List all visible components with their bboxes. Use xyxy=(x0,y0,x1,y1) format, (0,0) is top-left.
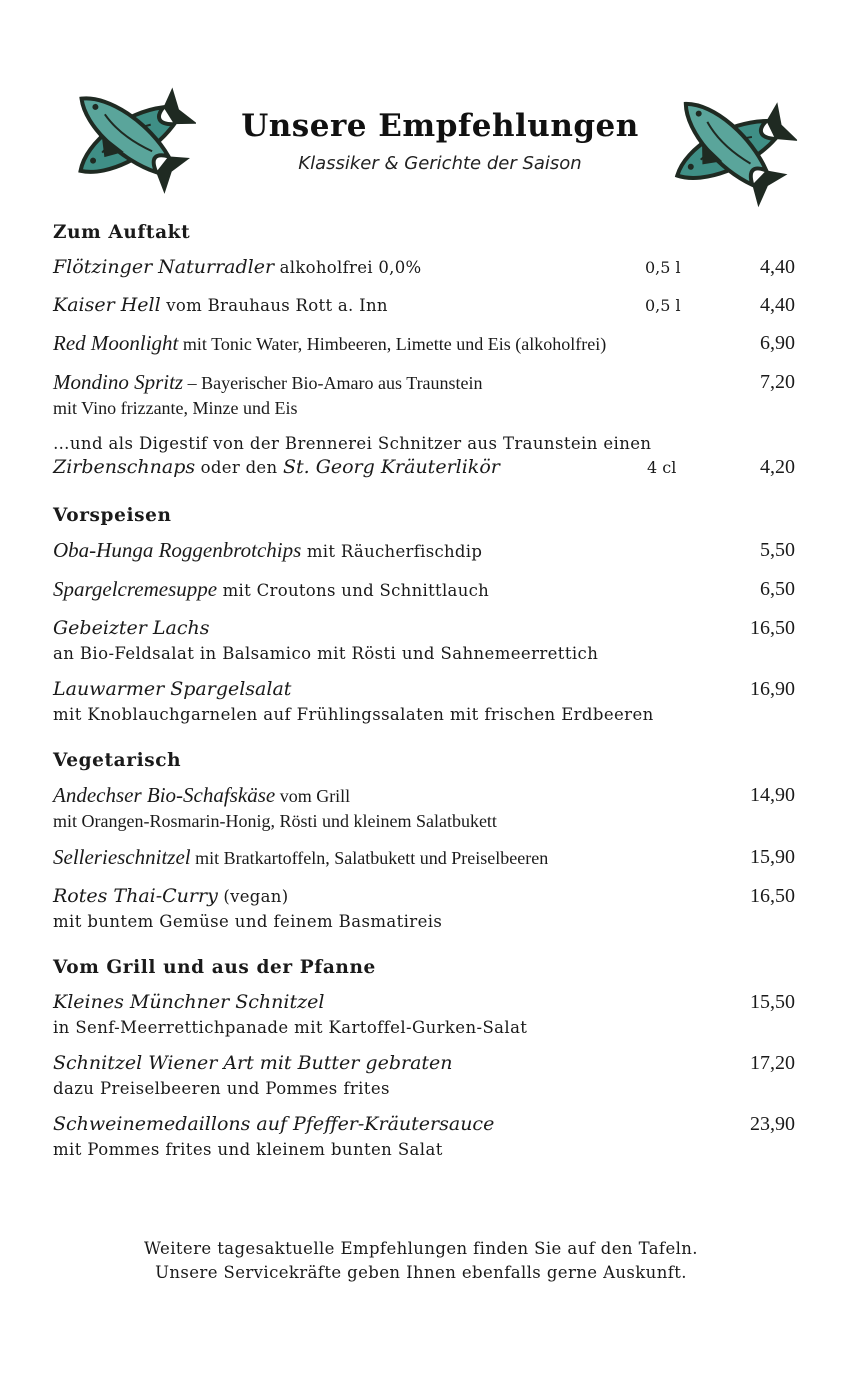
item-name: Spargelcremesuppe xyxy=(53,577,218,601)
section-vegetarisch xyxy=(53,746,795,933)
item-subline: an Bio-Feldsalat in Balsamico mit Rösti und Sahnemeerrettich xyxy=(53,644,599,663)
section-title: Vorspeisen xyxy=(53,505,172,526)
item-name: Oba-Hunga Roggenbrotchips xyxy=(53,538,302,562)
section-vorspeisen xyxy=(53,501,795,726)
item-subline: mit Orangen-Rosmarin-Honig, Rösti und kleinem Salatbukett xyxy=(53,811,497,831)
section-vom-grill xyxy=(53,953,795,1161)
item-price: 4,40 xyxy=(760,256,795,278)
item-desc: – Bayerischer Bio-Amaro aus Traunstein xyxy=(183,373,483,393)
item-name: Schnitzel Wiener Art mit Butter gebraten xyxy=(53,1052,453,1074)
item-desc: vom Brauhaus Rott a. Inn xyxy=(160,296,388,315)
item-subline: mit buntem Gemüse und feinem Basmatireis xyxy=(53,912,443,931)
menu-item xyxy=(53,538,795,565)
item-name: Kaiser Hell xyxy=(53,294,161,316)
item-quantity: 0,5 l xyxy=(645,258,681,277)
item-subline: mit Pommes frites und kleinem bunten Salat xyxy=(53,1140,443,1159)
item-intro: …und als Digestif von der Brennerei Schnitzer aus Traunstein einen xyxy=(53,434,652,453)
item-price: 4,20 xyxy=(760,456,795,478)
item-name: Lauwarmer Spargelsalat xyxy=(53,678,292,700)
fish-logo-icon xyxy=(62,78,196,196)
menu-item xyxy=(53,884,795,933)
item-subline: mit Knoblauchgarnelen auf Frühlingssalaten mit frischen Erdbeeren xyxy=(53,705,654,724)
menu-item xyxy=(53,783,795,833)
item-name-alt: St. Georg Kräuterlikör xyxy=(282,456,500,478)
menu-item xyxy=(53,677,795,726)
item-name: Mondino Spritz xyxy=(53,370,184,394)
item-price: 16,50 xyxy=(750,885,795,907)
footer-note xyxy=(0,1237,842,1285)
menu-item xyxy=(53,616,795,665)
item-quantity: 0,5 l xyxy=(645,296,681,315)
item-desc: vom Grill xyxy=(275,786,351,806)
item-price: 5,50 xyxy=(760,539,795,561)
section-zum-auftakt xyxy=(53,218,795,481)
item-subline: dazu Preiselbeeren und Pommes frites xyxy=(53,1079,390,1098)
fish-logo-icon xyxy=(656,81,802,212)
menu-item xyxy=(53,845,795,872)
item-name: Red Moonlight xyxy=(53,331,179,355)
item-quantity: 4 cl xyxy=(647,458,677,477)
footer-line: Unsere Servicekräfte geben Ihnen ebenfalls gerne Auskunft. xyxy=(155,1263,687,1282)
menu-item xyxy=(53,331,795,358)
item-desc: mit Tonic Water, Himbeeren, Limette und Eis (alkoholfrei) xyxy=(178,334,607,354)
item-price: 16,50 xyxy=(750,617,795,639)
menu-item xyxy=(53,577,795,604)
section-title: Zum Auftakt xyxy=(53,222,191,243)
item-price: 16,90 xyxy=(750,678,795,700)
item-price: 6,50 xyxy=(760,578,795,600)
footer-line: Weitere tagesaktuelle Empfehlungen finden Sie auf den Tafeln. xyxy=(144,1239,698,1258)
item-desc: mit Bratkartoffeln, Salatbukett und Preiselbeeren xyxy=(190,848,549,868)
menu-item xyxy=(53,432,795,481)
item-price: 6,90 xyxy=(760,332,795,354)
item-name: Kleines Münchner Schnitzel xyxy=(53,991,325,1013)
item-subline: in Senf-Meerrettichpanade mit Kartoffel-Gurken-Salat xyxy=(53,1018,528,1037)
item-price: 15,50 xyxy=(750,991,795,1013)
menu-item xyxy=(53,370,795,420)
item-subline: mit Vino frizzante, Minze und Eis xyxy=(53,398,298,418)
page-title: Unsere Empfehlungen xyxy=(241,108,639,144)
item-price: 7,20 xyxy=(760,371,795,393)
menu-item xyxy=(53,1112,795,1161)
item-price: 23,90 xyxy=(750,1113,795,1135)
item-desc: mit Räucherfischdip xyxy=(301,542,483,561)
item-price: 14,90 xyxy=(750,784,795,806)
item-desc: mit Croutons und Schnittlauch xyxy=(217,581,490,600)
item-name: Zirbenschnaps xyxy=(53,456,196,478)
item-name: Sellerieschnitzel xyxy=(53,845,191,869)
section-title: Vegetarisch xyxy=(53,750,182,771)
page-subtitle: Klassiker & Gerichte der Saison xyxy=(298,153,582,174)
menu-item xyxy=(53,255,795,281)
item-name: Andechser Bio-Schafskäse xyxy=(53,783,276,807)
item-name: Schweinemedaillons auf Pfeffer-Kräutersauce xyxy=(53,1113,495,1135)
item-name: Gebeizter Lachs xyxy=(53,617,210,639)
item-price: 4,40 xyxy=(760,294,795,316)
item-price: 17,20 xyxy=(750,1052,795,1074)
menu-item xyxy=(53,1051,795,1100)
menu-item xyxy=(53,990,795,1039)
item-desc: (vegan) xyxy=(217,887,289,906)
menu-list xyxy=(53,218,795,1173)
item-name: Flötzinger Naturradler xyxy=(53,256,275,278)
item-desc: alkoholfrei 0,0% xyxy=(274,258,422,277)
section-title: Vom Grill und aus der Pfanne xyxy=(53,957,376,978)
item-desc: oder den xyxy=(195,458,283,477)
item-price: 15,90 xyxy=(750,846,795,868)
menu-item xyxy=(53,293,795,319)
item-name: Rotes Thai-Curry xyxy=(53,885,218,907)
